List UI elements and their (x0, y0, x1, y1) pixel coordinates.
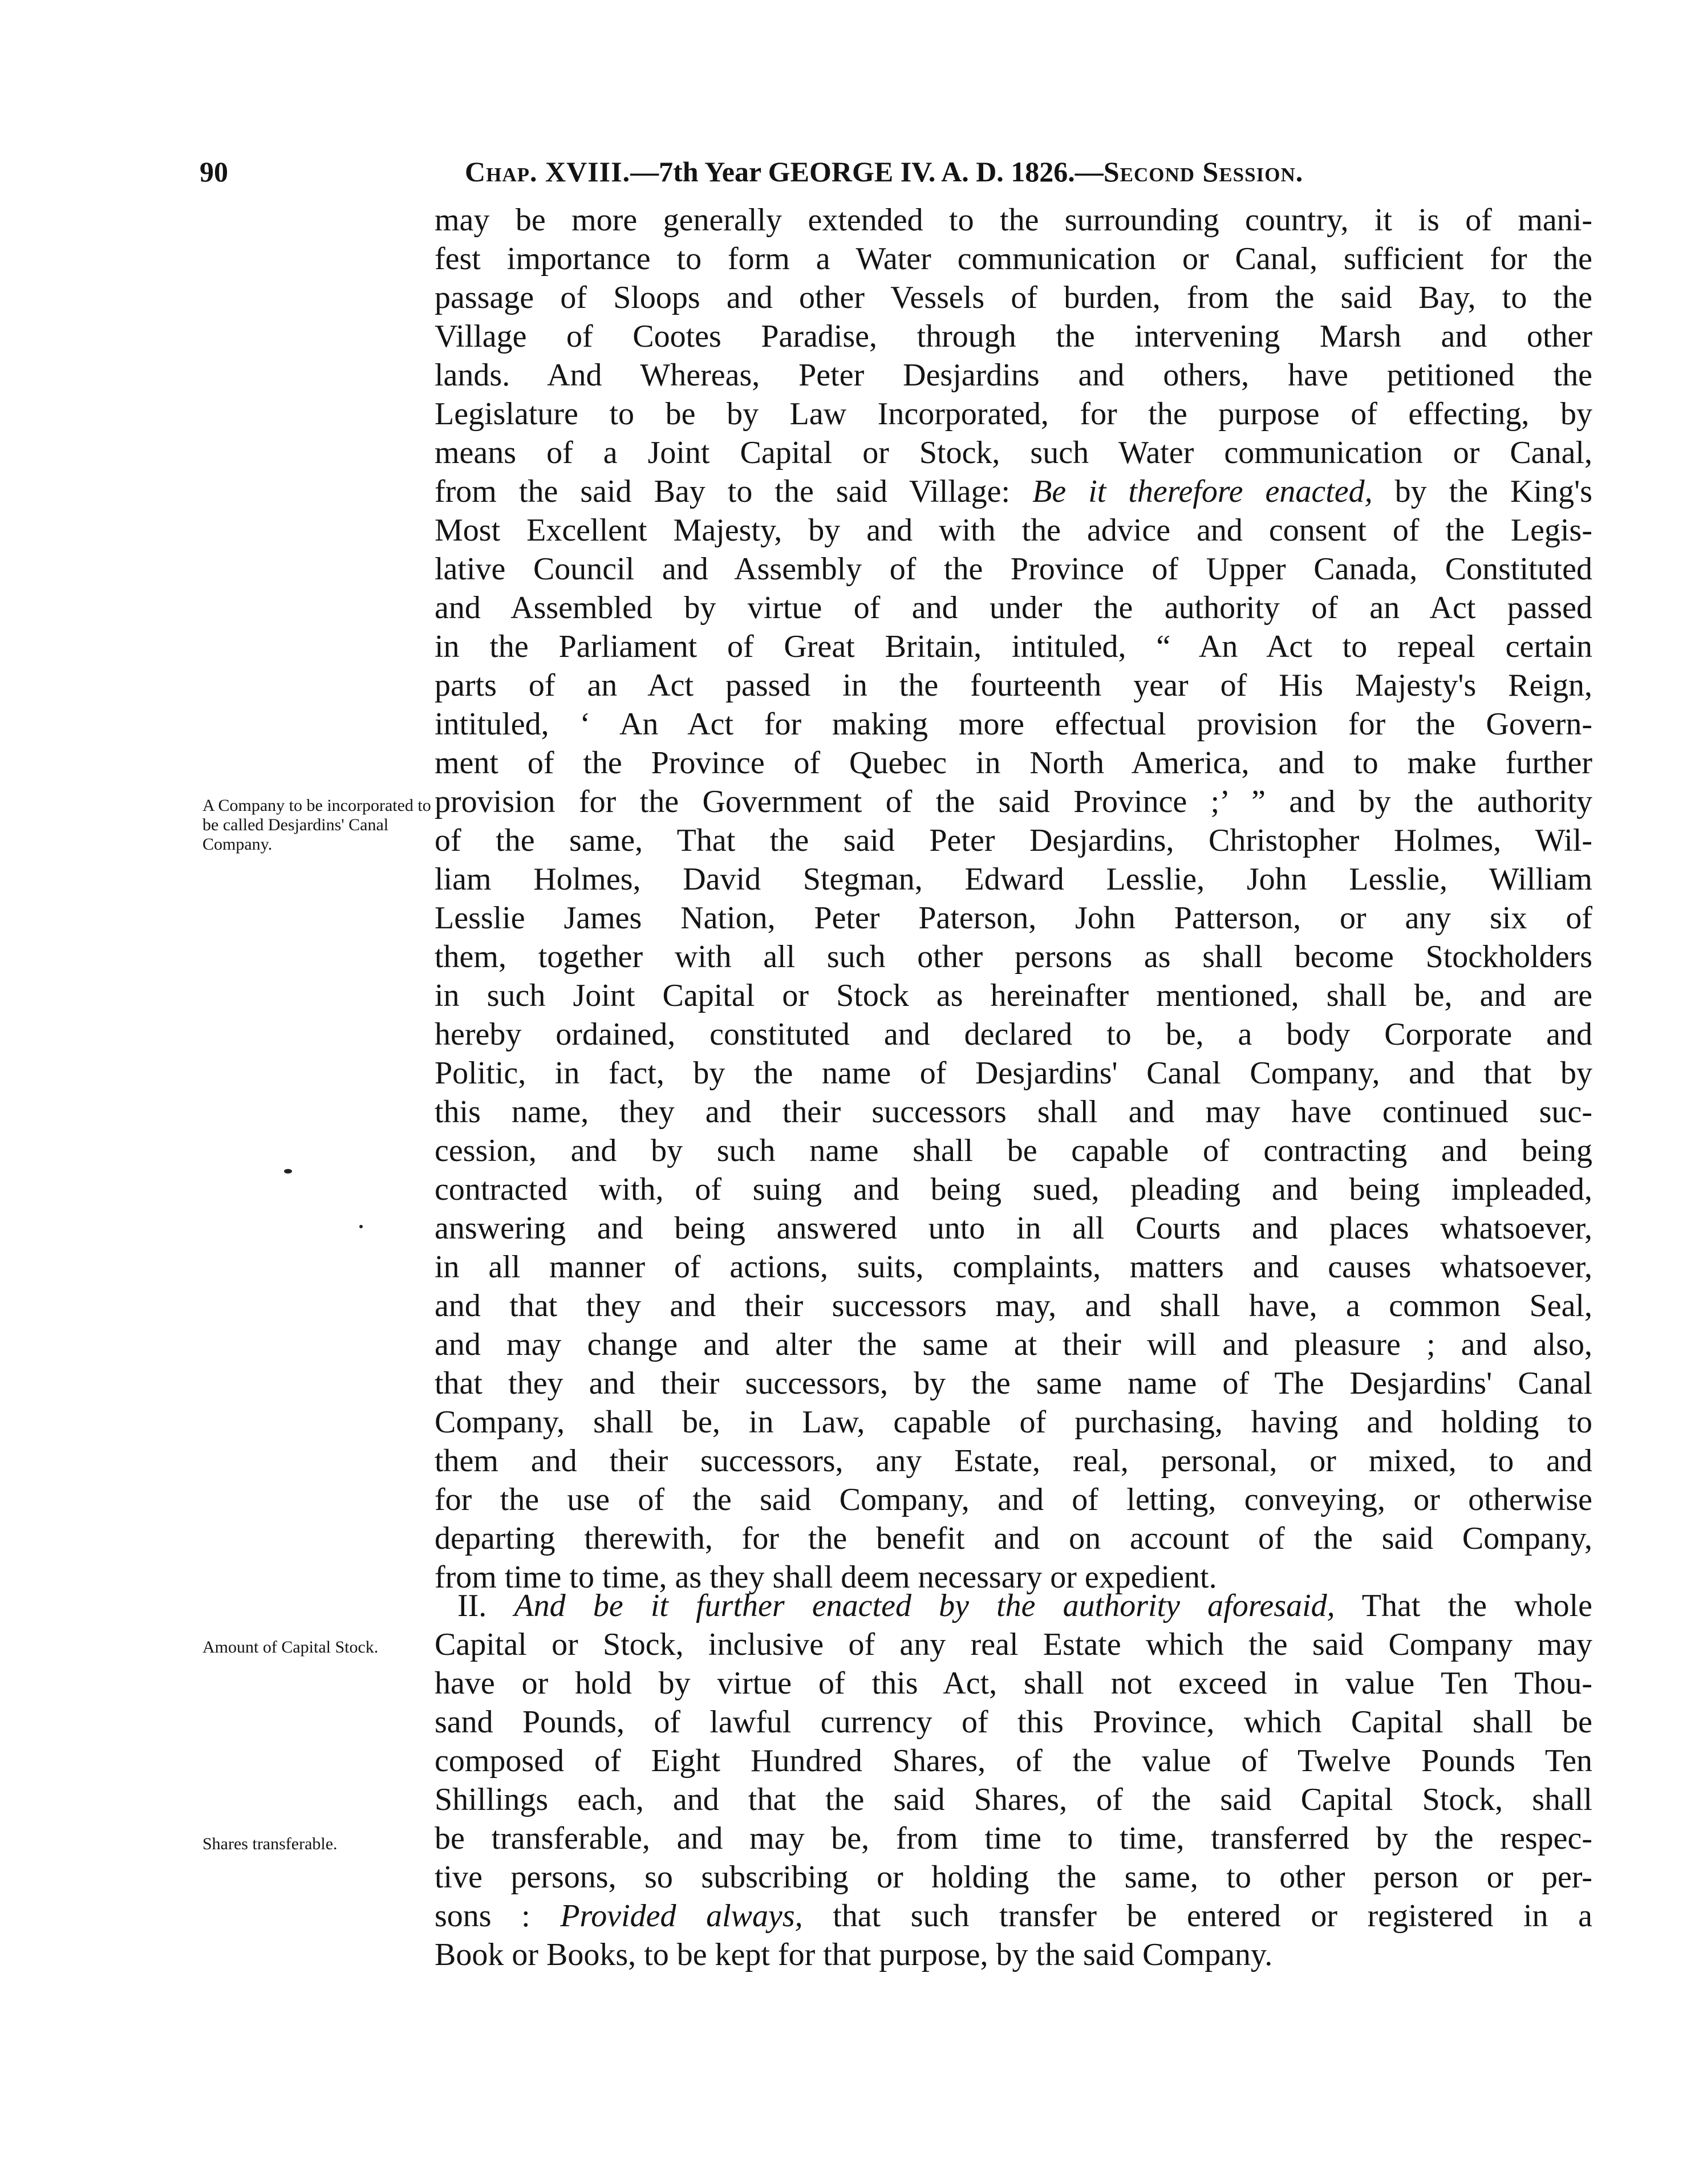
page-number: 90 (200, 156, 228, 188)
text-line: for the use of the said Company, and of letting, conveying, or otherwise (435, 1482, 1592, 1517)
text-line: of the same, That the said Peter Desjardins, Christopher Holmes, Wil- (435, 823, 1592, 858)
text-line: passage of Sloops and other Vessels of burden, from the said Bay, to the (435, 280, 1592, 315)
text-line: lands. And Whereas, Peter Desjardins and others, have petitioned the (435, 358, 1592, 393)
text-fragment: that such transfer be entered or registered in a (802, 1898, 1592, 1934)
text-line: in all manner of actions, suits, complaints, matters and causes whatsoever, (435, 1249, 1592, 1285)
text-line: parts of an Act passed in the fourteenth year of His Majesty's Reign, (435, 668, 1592, 703)
text-line: hereby ordained, constituted and declared to be, a body Corporate and (435, 1017, 1592, 1052)
text-line: Village of Cootes Paradise, through the intervening Marsh and other (435, 319, 1592, 354)
text-line: Capital or Stock, inclusive of any real Estate which the said Company may (435, 1627, 1592, 1662)
text-line: answering and being answered unto in all Courts and places whatsoever, (435, 1211, 1592, 1246)
text-line: Book or Books, to be kept for that purpose, by the said Company. (435, 1937, 1273, 1972)
text-line: from time to time, as they shall deem necessary or expedient. (435, 1560, 1217, 1595)
text-line: means of a Joint Capital or Stock, such Water communication or Canal, (435, 435, 1592, 470)
text-line: may be more generally extended to the surrounding country, it is of mani- (435, 202, 1592, 238)
section-numeral: II. (457, 1588, 514, 1623)
enacting-phrase: Be it therefore enacted, (1032, 474, 1373, 509)
text-line: composed of Eight Hundred Shares, of the value of Twelve Pounds Ten (435, 1743, 1592, 1779)
text-line: sand Pounds, of lawful currency of this Province, which Capital shall be (435, 1704, 1592, 1740)
text-line: Shillings each, and that the said Shares, of the said Capital Stock, shall (435, 1782, 1592, 1817)
text-line: them and their successors, any Estate, real, personal, or mixed, to and (435, 1443, 1592, 1479)
text-line: in such Joint Capital or Stock as hereinafter mentioned, shall be, and are (435, 978, 1592, 1013)
text-line: cession, and by such name shall be capable of contracting and being (435, 1133, 1592, 1168)
margin-note-shares: Shares transferable. (202, 1834, 338, 1853)
text-line: and that they and their successors may, and shall have, a common Seal, (435, 1288, 1592, 1324)
running-head-year: —7th Year GEORGE IV. A. D. 1826.— (630, 156, 1104, 188)
text-line: Politic, in fact, by the name of Desjardins' Canal Company, and that by (435, 1056, 1592, 1091)
section-two-first-line (435, 1586, 1592, 1625)
text-line: contracted with, of suing and being sued, pleading and being impleaded, (435, 1172, 1592, 1207)
text-fragment: from the said Bay to the said Village: (435, 474, 1011, 509)
text-line: intituled, ‘ An Act for making more effectual provision for the Govern- (435, 707, 1592, 742)
text-line: departing therewith, for the benefit and on account of the said Company, (435, 1521, 1592, 1556)
text-line: and Assembled by virtue of and under the authority of an Act passed (435, 590, 1592, 626)
text-line-proviso (435, 1897, 1592, 1935)
text-line: ment of the Province of Quebec in North America, and to make further (435, 745, 1592, 781)
ink-speck (284, 1169, 292, 1174)
text-line-enacting (435, 472, 1592, 511)
text-line: them, together with all such other persons as shall become Stockholders (435, 939, 1592, 975)
text-line: tive persons, so subscribing or holding the same, to other person or per- (435, 1860, 1592, 1895)
text-line: have or hold by virtue of this Act, shall not exceed in value Ten Thou- (435, 1666, 1592, 1701)
text-line: that they and their successors, by the same name of The Desjardins' Canal (435, 1366, 1592, 1401)
text-line: and may change and alter the same at their will and pleasure ; and also, (435, 1327, 1592, 1362)
text-line: in the Parliament of Great Britain, intituled, “ An Act to repeal certain (435, 629, 1592, 664)
margin-note-capital: Amount of Capital Stock. (202, 1638, 379, 1657)
text-fragment: by the King's (1372, 474, 1593, 509)
text-line: provision for the Government of the said Province ;’ ” and by the authority (435, 784, 1592, 819)
text-line: Legislature to be by Law Incorporated, for the purpose of effecting, by (435, 396, 1592, 432)
text-fragment: That the whole (1335, 1588, 1592, 1623)
proviso-phrase: Provided always, (560, 1898, 803, 1934)
text-line: be transferable, and may be, from time to time, transferred by the respec- (435, 1821, 1592, 1856)
ink-speck (359, 1225, 363, 1228)
text-line: Most Excellent Majesty, by and with the advice and consent of the Legis- (435, 513, 1592, 548)
running-head-chapter: Chap. XVIII. (465, 156, 631, 188)
running-head-session: Second Session. (1103, 156, 1304, 188)
enacting-phrase: And be it further enacted by the authority aforesaid, (514, 1588, 1335, 1623)
text-line: liam Holmes, David Stegman, Edward Lesslie, John Lesslie, William (435, 862, 1592, 897)
text-line: lative Council and Assembly of the Province of Upper Canada, Constituted (435, 551, 1592, 587)
text-line: this name, they and their successors shall and may have continued suc- (435, 1094, 1592, 1130)
running-head (465, 155, 1568, 188)
section-two-text (435, 1586, 1592, 1974)
section-one-text (435, 201, 1592, 1597)
text-line: Lesslie James Nation, Peter Paterson, John Patterson, or any six of (435, 900, 1592, 936)
text-fragment: sons : (435, 1898, 561, 1934)
text-line: fest importance to form a Water communication or Canal, sufficient for the (435, 241, 1592, 277)
text-line: Company, shall be, in Law, capable of purchasing, having and holding to (435, 1404, 1592, 1440)
margin-note-company: A Company to be incorporated to be called Desjardins' Canal Company. (202, 796, 431, 854)
